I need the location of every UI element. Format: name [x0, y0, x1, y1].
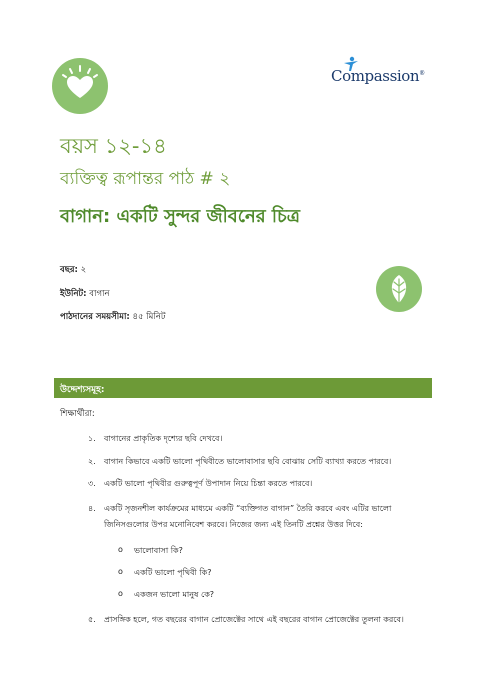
objective-number: ১. — [88, 434, 96, 443]
meta-duration — [60, 310, 166, 324]
question-text: একটি ভালো পৃথিবী কি? — [134, 568, 212, 577]
leaf-badge — [376, 266, 422, 312]
question-text: ভালোবাসা কি? — [134, 546, 183, 555]
objective-text: বাগানের প্রাকৃতিক দৃশ্যের ছবি দেখবে। — [104, 434, 223, 443]
unit-value: বাগান — [89, 289, 110, 299]
meta-unit — [60, 287, 110, 301]
objective-text-continued: জিনিসগুলোর উপর মনোনিবেশ করবে। নিজের জন্য এই তিনটি প্রশ্নের উত্তর দিবে: — [104, 520, 363, 529]
objectives-header-bar — [54, 378, 432, 398]
objectives-heading: উদ্দেশ্যসমূহ: — [60, 385, 105, 395]
students-intro: শিক্ষার্থীরা: — [60, 409, 95, 419]
meta-year — [60, 263, 86, 277]
time-label: পাঠদানের সময়সীমা: — [60, 312, 130, 322]
bullet-icon: o — [118, 545, 123, 554]
objective-number: ২. — [88, 457, 96, 466]
objective-number: ৪. — [88, 504, 96, 513]
compassion-logo — [331, 56, 431, 90]
heart-badge — [52, 58, 108, 114]
unit-label: ইউনিট: — [60, 289, 87, 299]
leaf-icon — [376, 266, 422, 312]
heart-icon — [52, 58, 108, 114]
objective-number: ৩. — [88, 479, 96, 488]
bullet-icon: o — [118, 589, 123, 598]
age-range: বয়স ১২-১৪ — [60, 134, 167, 158]
objective-text: একটি সৃজনশীল কার্যক্রমের মাধ্যমে একটি “ব্যক্তিগত বাগান” তৈরি করবে এবং এটির ভালো — [104, 504, 392, 513]
lesson-number: ব্যক্তিত্ব রূপান্তর পাঠ # ২ — [60, 169, 231, 189]
year-value: ২ — [80, 265, 87, 275]
year-label: বছর: — [60, 265, 78, 275]
objective-text: একটি ভালো পৃথিবীর গুরুত্বপূর্ণ উপাদান নিয়ে চিন্তা করতে পারবে। — [104, 479, 313, 488]
objective-text: বাগান কিভাবে একটি ভালো পৃথিবীতে ভালোবাসার ছবি বোঝায় সেটি ব্যাখ্যা করতে পারবে। — [104, 457, 392, 466]
bullet-icon: o — [118, 567, 123, 576]
time-value: ৪৫ মিনিট — [132, 312, 166, 322]
logo-wordmark: Compassion® — [331, 67, 425, 85]
lesson-title: বাগান: একটি সুন্দর জীবনের চিত্র — [60, 206, 300, 227]
objective-number: ৫. — [88, 615, 96, 624]
objective-text: প্রাসঙ্গিক হলে, গত বছরের বাগান প্রোজেক্টের সাথে এই বছরের বাগান প্রোজেক্টের তুলনা করবে। — [104, 615, 404, 624]
question-text: একজন ভালো মানুষ কে? — [134, 590, 215, 599]
